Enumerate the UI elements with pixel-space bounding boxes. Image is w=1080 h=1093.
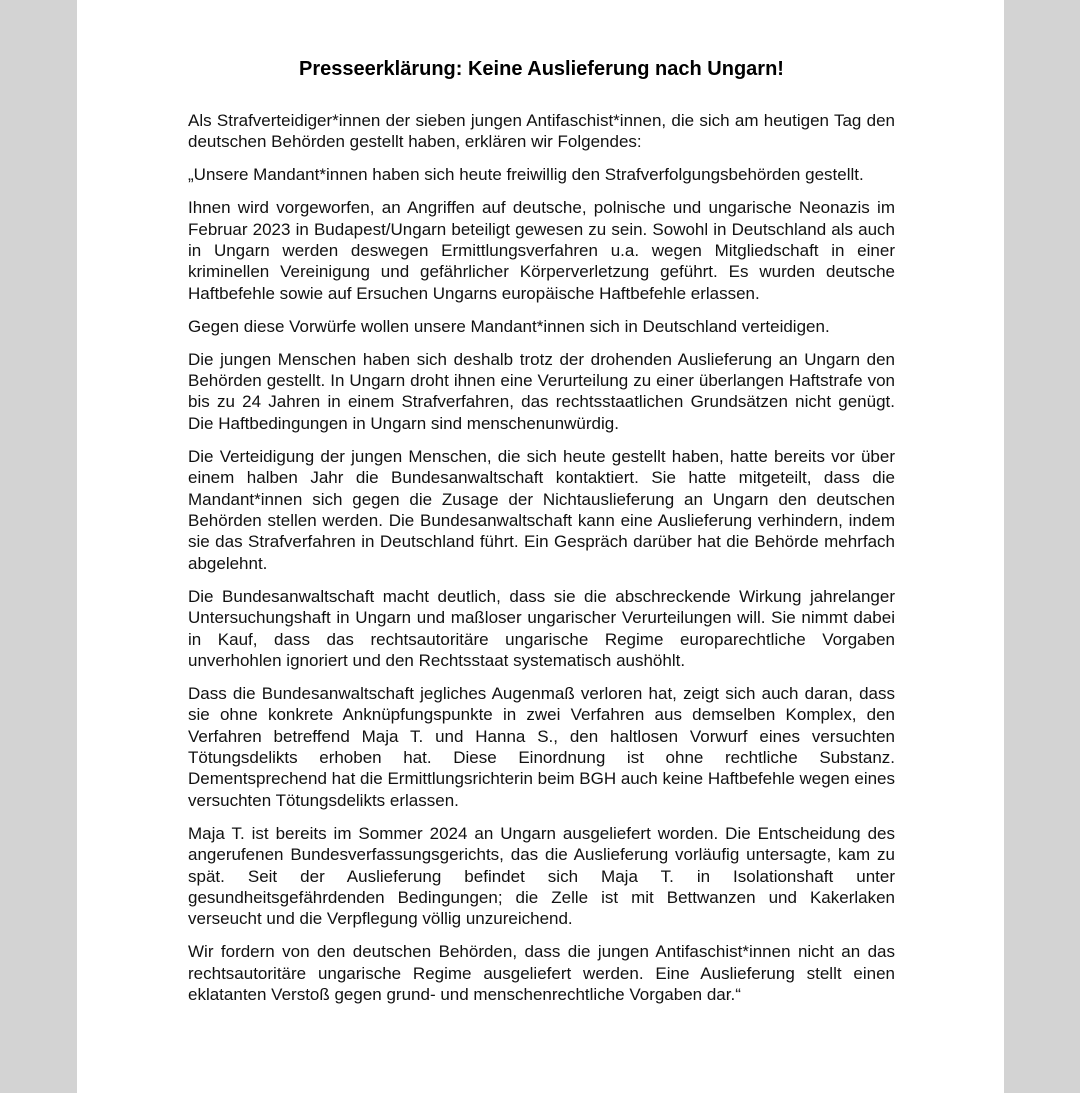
paragraph-deterrence: Die Bundesanwaltschaft macht deutlich, dass sie die abschreckende Wirkung jahrelanger Untersuchungshaft in Ungarn und maßloser ungarischer Verurteilungen will. Sie nimmt dabei in Kauf, dass das rechtsautoritäre ungarische Regime europarechtliche Vorgaben unverhohlen ignoriert und den Rechtsstaat systematisch aushöhlt. — [188, 586, 895, 670]
paragraph-surrender: Die jungen Menschen haben sich deshalb trotz der drohenden Auslieferung an Ungarn den Behörden gestellt. In Ungarn droht ihnen eine Verurteilung zu einer überlangen Haftstrafe von bis zu 24 Jahren in einem Strafverfahren, das rechtsstaatlichen Grundsätzen nicht genügt. Die Haftbedingungen in Ungarn sind menschenunwürdig. — [188, 349, 895, 433]
paragraph-intro: Als Strafverteidiger*innen der sieben jungen Antifaschist*innen, die sich am heutigen Tag den deutschen Behörden gestellt haben, erklären wir Folgendes: — [188, 111, 895, 152]
paragraph-contact-prosecutor: Die Verteidigung der jungen Menschen, die sich heute gestellt haben, hatte bereits vor über einem halben Jahr die Bundesanwaltschaft kontaktiert. Sie hatte mitgeteilt, dass die Mandant*innen sich gegen die Zusage der Nichtauslieferung an Ungarn den deutschen Behörden stellen werden. Die Bundesanwaltschaft kann eine Auslieferung verhindern, indem sie das Strafverfahren in Deutschland führt. Ein Gespräch darüber hat die Behörde mehrfach abgelehnt. — [188, 446, 895, 573]
paragraph-demand: Wir fordern von den deutschen Behörden, dass die jungen Antifaschist*innen nicht an das rechtsautoritäre ungarische Regime ausgeliefert werden. Eine Auslieferung stellt einen eklatanten Verstoß gegen grund- und menschenrechtliche Vorgaben dar.“ — [188, 942, 895, 1005]
document-page — [77, 0, 1004, 1093]
paragraph-maja-t: Maja T. ist bereits im Sommer 2024 an Ungarn ausgeliefert worden. Die Entscheidung des angerufenen Bundesverfassungsgerichts, das die Auslieferung vorläufig untersagte, kam zu spät. Seit der Auslieferung befindet sich Maja T. in Isolationshaft unter gesundheitsgefährdenden Bedingungen; die Zelle ist mit Bettwanzen und Kakerlaken verseucht und die Verpflegung völlig unzureichend. — [188, 823, 895, 929]
document-body — [188, 110, 895, 1006]
document-content — [188, 0, 895, 1017]
paragraph-quote-start: „Unsere Mandant*innen haben sich heute freiwillig den Strafverfolgungsbehörden gestellt. — [188, 165, 864, 185]
paragraph-accusations: Ihnen wird vorgeworfen, an Angriffen auf deutsche, polnische und ungarische Neonazis im Februar 2023 in Budapest/Ungarn beteiligt gewesen zu sein. Sowohl in Deutschland als auch in Ungarn werden deswegen Ermittlungsverfahren u.a. wegen Mitgliedschaft in einer kriminellen Vereinigung und gefährlicher Körperverletzung geführt. Es wurden deutsche Haftbefehle sowie auf Ersuchen Ungarns europäische Haftbefehle erlassen. — [188, 198, 895, 303]
page-title: Presseerklärung: Keine Auslieferung nach Ungarn! — [299, 58, 784, 80]
paragraph-defense-in-germany: Gegen diese Vorwürfe wollen unsere Mandant*innen sich in Deutschland verteidigen. — [188, 316, 830, 336]
paragraph-proportionality: Dass die Bundesanwaltschaft jegliches Augenmaß verloren hat, zeigt sich auch daran, dass sie ohne konkrete Anknüpfungspunkte in zwei Verfahren aus demselben Komplex, den Verfahren betreffend Maja T. und Hanna S., den haltlosen Vorwurf eines versuchten Tötungsdelikts erhoben hat. Diese Einordnung ist ohne rechtliche Substanz. Dementsprechend hat die Ermittlungsrichterin beim BGH auch keine Haftbefehle wegen eines versuchten Tötungsdelikts erlassen. — [188, 683, 895, 810]
